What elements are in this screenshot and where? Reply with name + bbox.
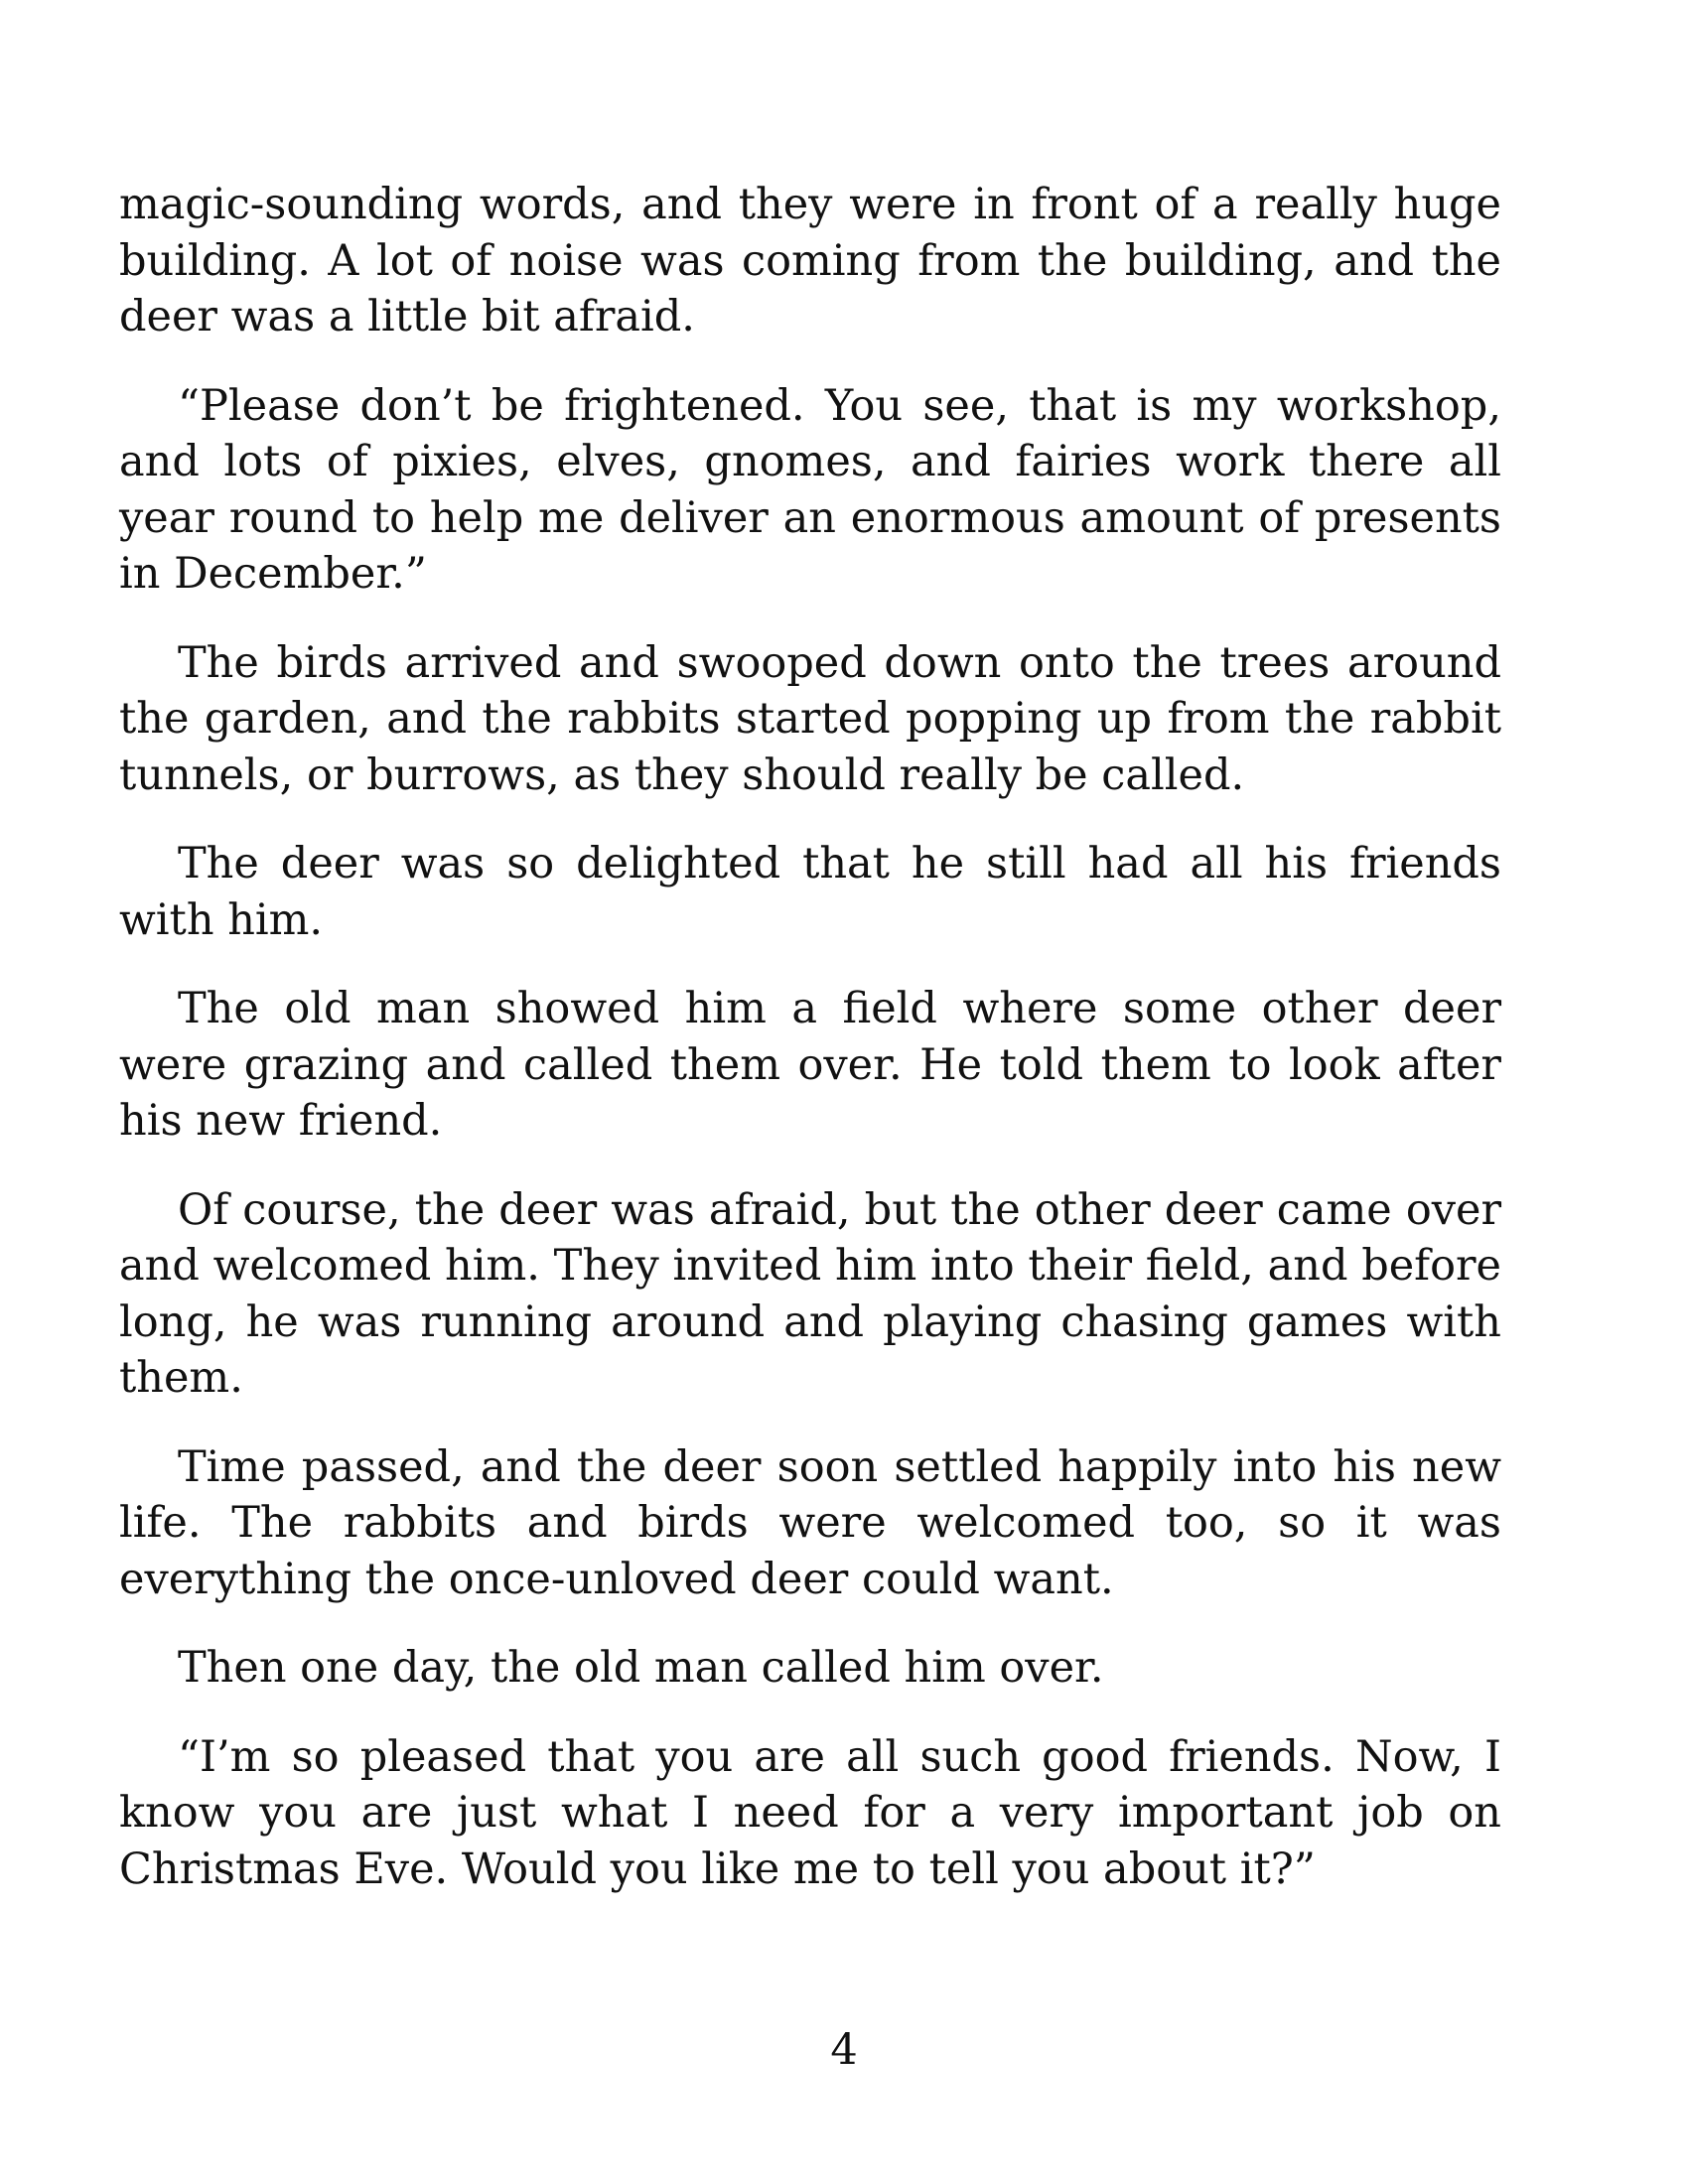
paragraph: The old man showed him a field where some other deer were grazing and called them over. He told them to look after his new friend. [119,984,1501,1146]
paragraph: The birds arrived and swooped down onto the trees around the garden, and the rabbits started popping up from the rabbit tunnels, or burrows, as they should really be called. [119,637,1501,800]
page-body [119,177,1501,1930]
paragraph: The deer was so delighted that he still had all his friends with him. [119,839,1501,945]
paragraph: “Please don’t be frightened. You see, that is my workshop, and lots of pixies, elves, gnomes, and fairies work there all year round to help me deliver an enormous amount of presents in December.” [119,380,1501,599]
page-number: 4 [830,2025,858,2075]
paragraph: “I’m so pleased that you are all such good friends. Now, I know you are just what I need for a very important job on Christmas Eve. Would you like me to tell you about it?” [119,1731,1501,1894]
paragraph-continuation: magic-sounding words, and they were in front of a really huge building. A lot of noise was coming from the building, and the deer was a little bit afraid. [119,180,1501,341]
paragraph: Time passed, and the deer soon settled happily into his new life. The rabbits and birds were welcomed too, so it was everything the once-unloved deer could want. [119,1441,1501,1604]
paragraph: Of course, the deer was afraid, but the other deer came over and welcomed him. They invited him into their field, and before long, he was running around and playing chasing games with them. [119,1184,1501,1403]
paragraph: Then one day, the old man called him over. [178,1643,1104,1693]
